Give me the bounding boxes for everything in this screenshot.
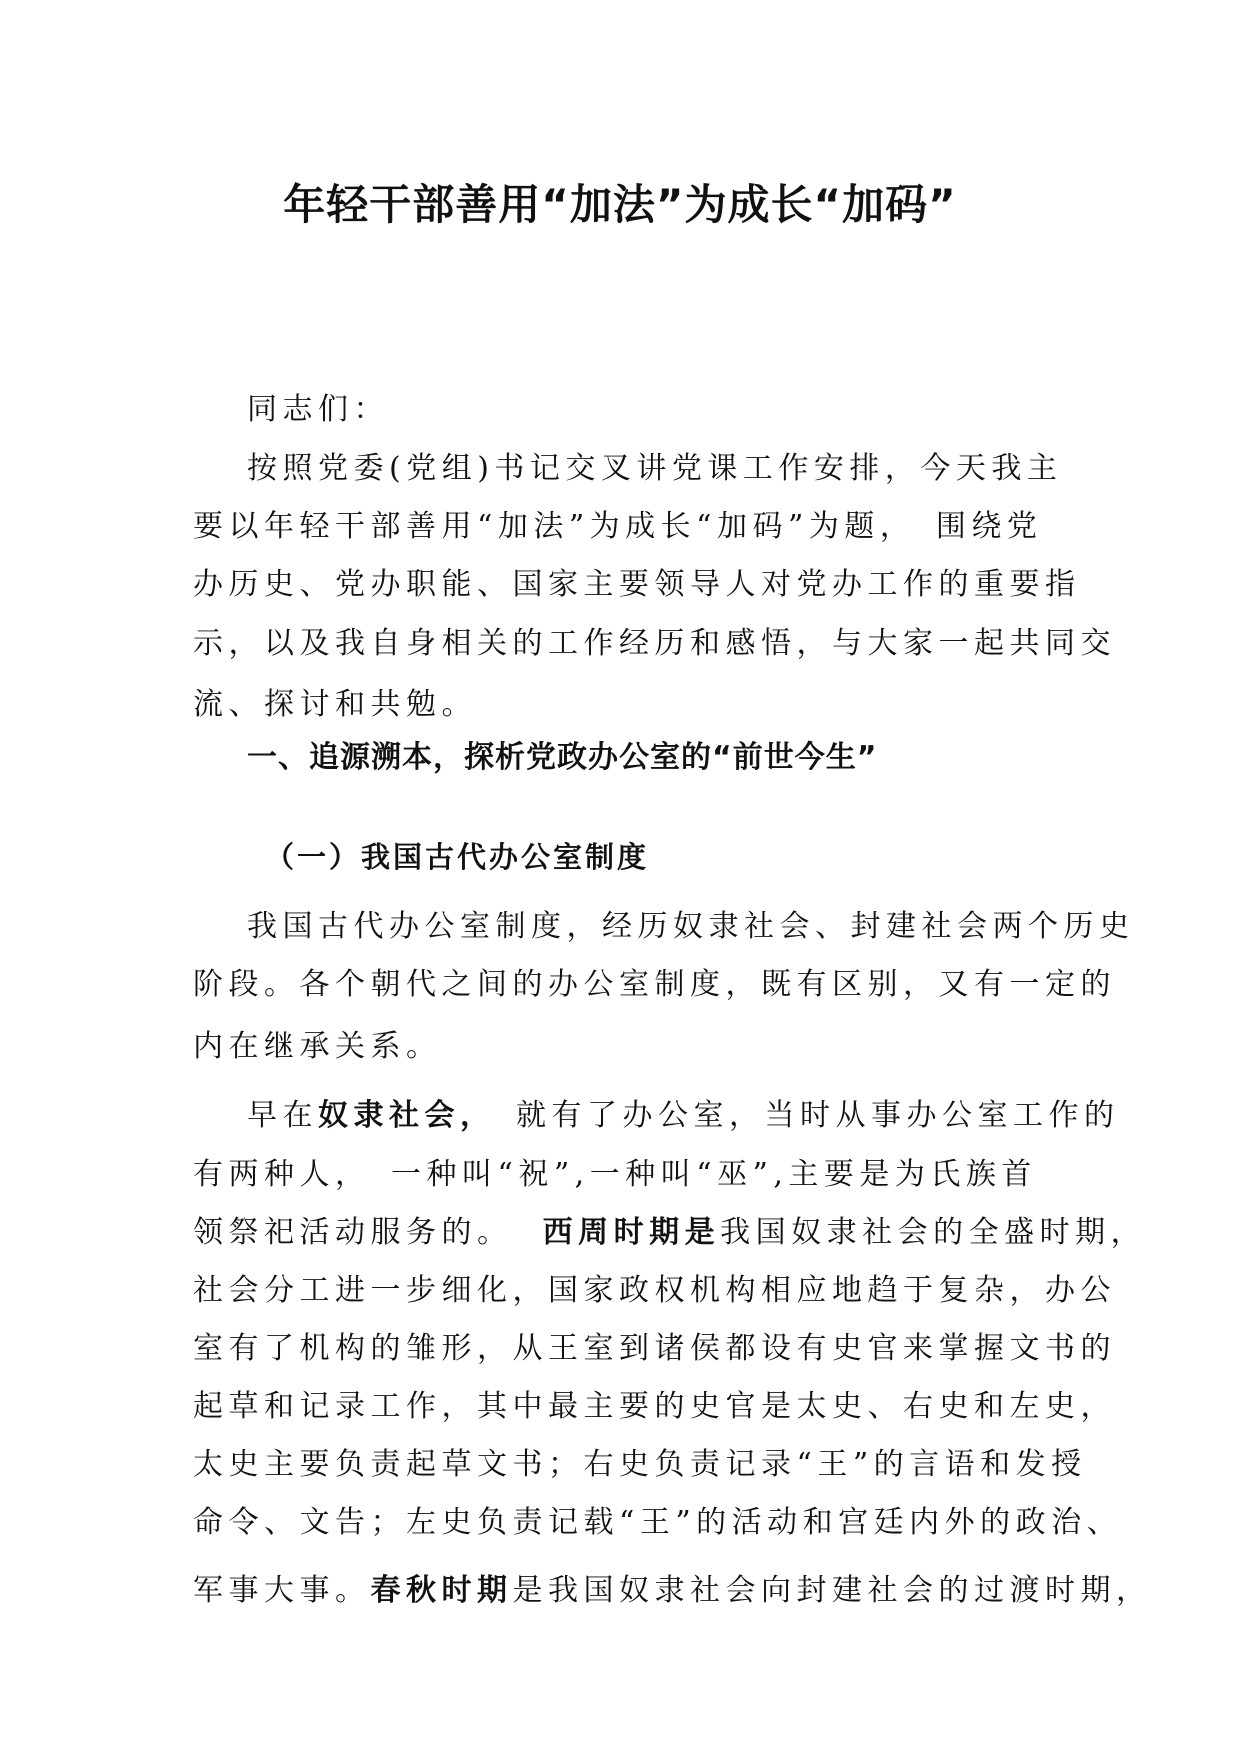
paragraph-line: 阶段。各个朝代之间的办公室制度，既有区别，又有一定的 — [193, 967, 1116, 1002]
text-run: 领祭祀活动服务的。 — [193, 1215, 513, 1250]
paragraph-line: 命令、文告；左史负责记载“王”的活动和宫廷内外的政治、 — [193, 1505, 1123, 1540]
emphasis-text: 西周时期是 — [542, 1215, 721, 1250]
paragraph-line: 起草和记录工作，其中最主要的史官是太史、右史和左史， — [193, 1389, 1116, 1424]
emphasis-text: 春秋时期 — [370, 1573, 513, 1608]
paragraph-line: 我国古代办公室制度，经历奴隶社会、封建社会两个历史 — [247, 909, 1135, 944]
paragraph-line: 办历史、党办职能、国家主要领导人对党办工作的重要指 — [193, 567, 1081, 602]
paragraph-line: 示，以及我自身相关的工作经历和感悟，与大家一起共同交 — [193, 626, 1116, 661]
paragraph-line: 按照党委(党组)书记交叉讲党课工作安排，今天我主 — [247, 451, 1063, 486]
paragraph-line: 太史主要负责起草文书；右史负责记录“王”的言语和发授 — [193, 1447, 1087, 1482]
section-heading: 一、追源溯本，探析党政办公室的“前世今生” — [247, 740, 878, 775]
emphasis-text: 奴隶社会， — [318, 1098, 481, 1133]
paragraph-line — [193, 1571, 1152, 1611]
text-run: 早在 — [247, 1098, 318, 1133]
paragraph-line: 要以年轻干部善用“加法”为成长“加码”为题， 围绕党 — [193, 509, 1043, 544]
paragraph-line: 内在继承关系。 — [193, 1029, 442, 1064]
subsection-heading: （一）我国古代办公室制度 — [265, 840, 650, 874]
paragraph-line: 流、探讨和共勉。 — [193, 687, 477, 722]
paragraph-line: 室有了机构的雏形，从王室到诸侯都设有史官来掌握文书的 — [193, 1331, 1116, 1366]
paragraph-line — [193, 1213, 1147, 1253]
text-run: 我国奴隶社会的全盛时期， — [720, 1215, 1147, 1250]
paragraph-line — [247, 1096, 1120, 1136]
document-title: 年轻干部善用“加法”为成长“加码” — [283, 180, 957, 229]
text-run: 军事大事。 — [193, 1573, 371, 1608]
text-run: 就有了办公室，当时从事办公室工作的 — [480, 1098, 1120, 1133]
greeting: 同志们： — [247, 392, 389, 427]
paragraph-line: 社会分工进一步细化，国家政权机构相应地趋于复杂，办公 — [193, 1273, 1116, 1308]
text-run: 是我国奴隶社会向封建社会的过渡时期， — [512, 1573, 1152, 1608]
paragraph-line: 有两种人， 一种叫“祝”,一种叫“巫”,主要是为氏族首 — [193, 1157, 1037, 1192]
